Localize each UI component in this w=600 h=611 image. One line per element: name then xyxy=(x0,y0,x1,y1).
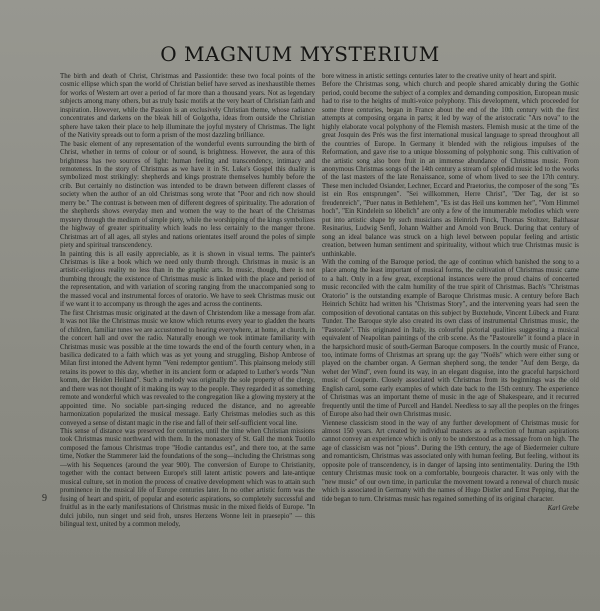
paragraph: In painting this is all easily appreciable, as it is shown in visual terms. The painter's Christmas is like a book which we need only thumb through. Christmas in music is an artistic-religious reality no less than in the graphic arts. In music, though, there is not thumbing through; the existence of Christmas music is linked with the place and period of the representation, and with variation of scoring ranging from the unaccompanied song to the massed vocal and instrumental forces of oratorio. We have to seek Christmas music out if we want it to accompany us through the ages and across the continents. xyxy=(60,250,315,309)
paragraph: The basic element of any representation of the wonderful events surrounding the birth of Christ, whether in terms of colour or of sound, is brightness. However, the aura of this brightness has two sources of light: human feeling and transcendency, intimacy and remoteness. In the story of Christmas as we have it in St. Luke's Gospel this duality is symbolized most strikingly: shepherds and kings prostrate themselves humbly before the crib. But certainly no distinction was intended to be drawn between different classes of society when the author of an old Christmas song wrote that "Poor and rich now should merry be." The contrast is between men of different degrees of spirituality. The adoration of the shepherds shows everyday men and women the way to the heart of the Christmas mystery through the medium of simple piety, while the worshipping of the kings symbolizes the highway of greater spirituality which leads no less certainly to the manger throne. Christmas art of all ages, all styles and nations orientates itself around the poles of simple piety and spiritual transcendency. xyxy=(60,140,315,250)
paragraph: The first Christmas music originated at the dawn of Christendom like a message from afar. It was not like the Christmas music we know which returns every year to gladden the hearts of children, familiar tunes we are accustomed to hearing everywhere, at home, at church, in the concert hall and over the radio. Naturally enough we took intimate familiarity with Christmas music was possible at the time towards the end of the fourth century when, in a basilica dedicated to a faith which was as yet young and struggling, Bishop Ambrose of Milan first intoned the Advent hymn "Veni redemptor gentium". This plainsong melody still retains its power to this day, whether in its ancient form or adapted to Luther's words "Nun komm, der Heiden Heiland". Such a melody was originally the sole property of the clergy, and there was not thought of it making its way to the people. They regarded it as something remote and wonderful which was revealed to the congregation like a glowing mystery at the appointed time. No sociable part-singing reduced the distance, and no agreeable harmonization popularized the musical message. Early Christmas melodies such as this conveyed a sense of distant magic in the rise and fall of their self-sufficient vocal line. xyxy=(60,309,315,427)
text-column-right xyxy=(322,73,579,600)
text-column-left xyxy=(60,73,315,600)
paragraph: Before the Christmas song, which church and people shared amicably during the Gothic period, could become the subject of a complex and demanding composition, European music had to rise to the heights of multi-voice polyphony. This development, which proceeded for some three centuries, began in France about the end of the 10th century with the first attempts at composing organa in parts; it led by way of the aristocratic "Ars nova" to the highly elaborate vocal polyphony of the Flemish masters. Flemish music at the time of the great Josquin des Prés was the first international musical language to spread throughout all the countries of Europe. In Germany it blended with the religious impulses of the Reformation, and gave rise to a unique blossoming of polyphonic song. This cultivation of the artistic song also bore fruit in an immense abundance of Christmas music. From anonymous Christmas songs of the 14th century a stream of splendid music led to the works of the last masters of the late Renaissance, some of whom lived to see the 17th century. These men included Osiander, Lechner, Eccard and Praetorius, the composer of the song "Es ist ein Ros entsprungen". "Sei willkommen, Herre Christ", "Der Tag, der ist so freudenreich", "Puer natus in Bethlehem", "Es ist das Heil uns kommen her", "Vom Himmel hoch", "Ein Kindelein so löbelich" are only a few of the innumerable melodies which were put into artistic shape by such musicians as Heinrich Finck, Thomas Stoltzer, Balthasar Resinarius, Ludwig Senfl, Johann Walther and Arnold von Bruck. During that century of song an ideal balance was struck on a high level between popular feeling and artistic creation, between human sentiment and spirituality, without which true Christmas music is unthinkable. xyxy=(322,81,579,258)
page-number: 9 xyxy=(42,493,47,504)
paragraph: This sense of distance was preserved for centuries, until the time when Christian missions took Christmas music northward with them. In the monastery of St. Gall the monk Tuotilo composed the famous Christmas trope "Hodie cantandus est", and there too, at the same time, Notker the Stammerer laid the foundations of the song—including the Christmas song—with his Sequences (around the year 900). The conversion of Europe to Christianity, together with the contact between Europe's still latent artistic powers and late-antique musical culture, set in motion the process of creative development which was to attain such prominence in the musical life of Europe centuries later. In no other artistic form was the fusing of heart and spirit, of popular and esoteric aspirations, so completely successful and fruitful as in the early manifestations of Christmas music in the mixed fields of Europe. "In dulci jubilo, nun singet und seid froh, unsres Herzens Wonne leit in praesepio" — this bilingual text, united by a common melody, xyxy=(60,428,315,529)
paragraph: The birth and death of Christ, Christmas and Passiontide: these two focal points of the cosmic ellipse which span the world of Christian belief have served as inexhaustible themes for works of Western art over a period of far more than a thousand years. Not as legendary subjects among many others, but as truly basic motifs at the very heart of Christian faith and inspiration. However, while the Passion is an exclusively Christian theme, whose radiance concentrates and darkens on the bleak hill of Golgotha, ideas from outside the Christian sphere have taken their place to help illuminate the joyful mystery of Christmas. The light of the Nativity spreads out to form a prism of the most dazzling brilliance. xyxy=(60,73,315,140)
paragraph: Viennese classicism stood in the way of any further development of Christmas music for almost 150 years. Art created by individual masters as a reflection of human aspirations cannot convey an experience which is only to be understood as a message from on high. The age of classicism was not "pious". During the 19th century, the age of Biedermeier culture and romanticism, Christmas was associated only with human feeling. But feeling, without its opposite pole of transcendency, is in danger of lapsing into sentimentality. During the 19th century Christmas music took on a comfortable, bourgeois character. It was only with the "new music" of our own time, in particular the movement toward a renewal of church music which is associated in Germany with the names of Hugo Distler and Ernst Pepping, that the tide began to turn. Christmas music has regained something of its original character. xyxy=(322,419,579,503)
paragraph: With the coming of the Baroque period, the age of continuo which banished the song to a place among the least important of musical forms, the cultivation of Christmas music came to a halt. Only in a few great, exceptional instances were the proud chains of concerted music reconciled with the calm humility of the true spirit of Christmas. Bach's "Christmas Oratorio" is the outstanding example of Baroque Christmas music. A century before Bach Heinrich Schütz had written his "Christmas Story", and the intervening years had seen the composition of devotional cantatas on this subject by Buxtehude, Vincent Lübeck and Franz Tunder. The Baroque style also created its own class of instrumental Christmas music, the "Pastorale". This originated in Italy, its colourful pictorial qualities suggesting a musical equivalent of Neapolitan paintings of the crib scene. As the "Pastourelle" it found a place in the harpsichord music of south-German Baroque composers. In the courtly music of France, too, intimate forms of Christmas art sprang up: the gay "Noëls" which were either sung or played on the chamber organ. A German shepherd song, the tender "Auf dem Berge, da wehet der Wind", even found its way, in an elegant disguise, into the graceful harpsichord music of Couperin. Closely associated with Christmas from its beginnings was the old English carol, some early examples of which date back to the 15th century. The experience of Christmas was an important theme of music in the age of Shakespeare, and it recurred frequently until the time of Purcell and Handel. Needless to say all the peoples on the fringes of Europe also had their own Christmas music. xyxy=(322,258,579,419)
page-title: O MAGNUM MYSTERIUM xyxy=(160,42,440,66)
author-signature: Karl Grebe xyxy=(547,505,579,513)
paragraph: bore witness in artistic settings centuries later to the creative unity of heart and spirit. xyxy=(322,73,557,80)
